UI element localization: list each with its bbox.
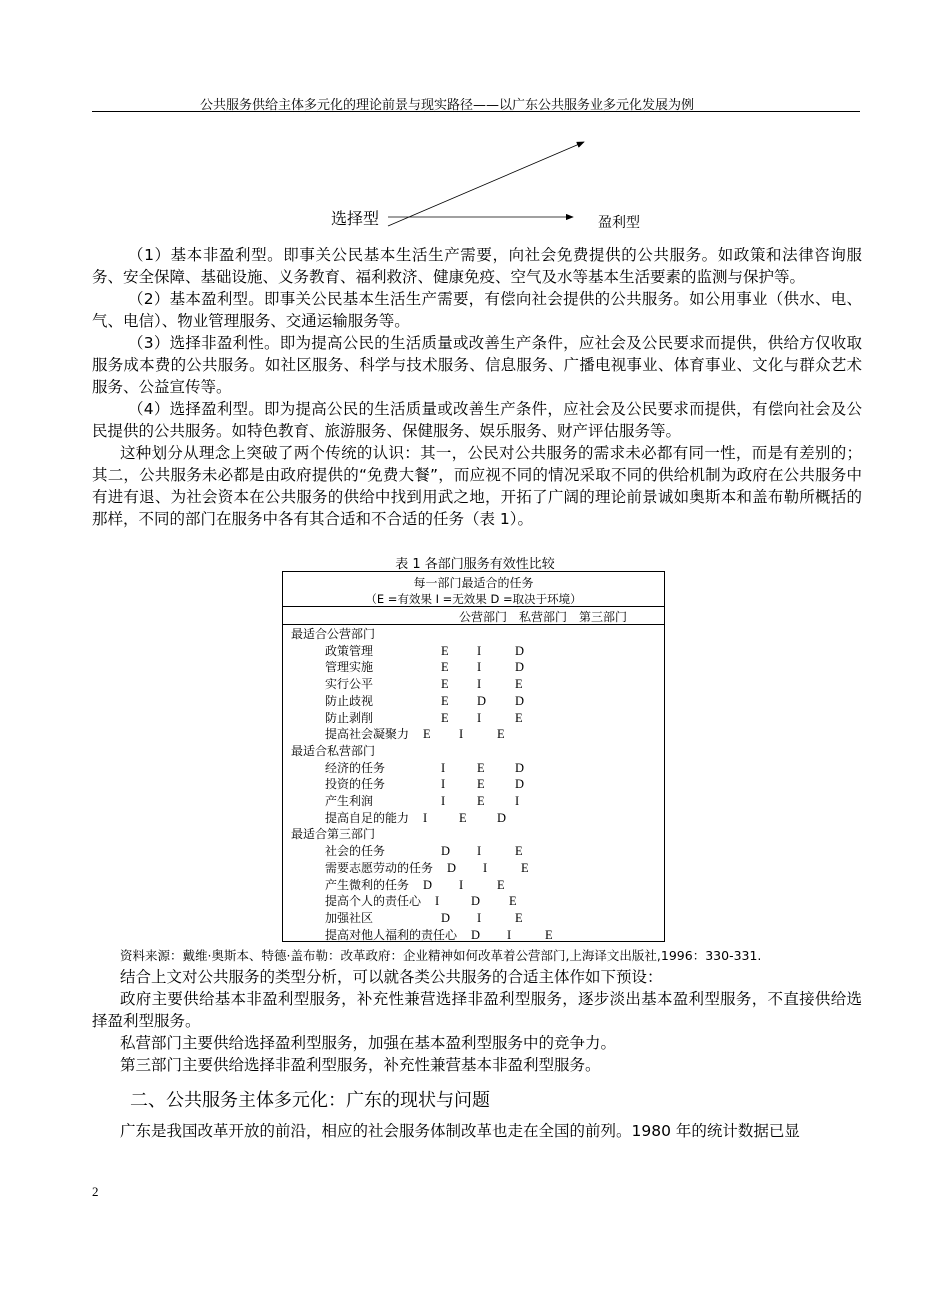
table-rating-cell: D [515,760,525,775]
running-header: 公共服务供给主体多元化的理论前景与现实路径——以广东公共服务业多元化发展为例 [200,98,695,113]
table-rating-cell: I [477,710,482,725]
paragraph-selective-nonprofit: （3）选择非盈利性。即为提高公民的生活质量或改善生产条件，应社会及公民要求而提供，供给方仅收取服务成本费的公共服务。如社区服务、科学与技术服务、信息服务、广播电视事业、体育事业、文化与群众艺术服务、公益宣传等。 [92,334,862,396]
table-rating-cell: I [423,810,428,825]
table-rating-cell: E [515,677,523,692]
diagram-left-label: 选择型 [331,209,380,228]
paragraph-basic-profit: （2）基本盈利型。即事关公民基本生活生产需要，有偿向社会提供的公共服务。如公用事业（供水、电、气、电信）、物业管理服务、交通运输服务等。 [92,290,862,330]
table-task-label: 政策管理 [325,643,374,658]
section-heading: 二、公共服务主体多元化：广东的现状与问题 [130,1090,490,1111]
table-task-label: 提高自足的能力 [325,810,410,825]
table-rating-cell: E [477,760,485,775]
table-rating-cell: D [497,810,507,825]
table-rating-cell: I [507,927,512,942]
table-rating-cell: E [441,660,449,675]
table-header-legend: （E =有效果 I =无效果 D =取决于环境） [365,592,582,606]
table-rating-cell: I [515,794,520,808]
table-task-label: 防止歧视 [325,693,374,708]
table-title: 表 1 各部门服务有效性比较 [395,557,555,572]
table-rating-cell: E [515,910,523,925]
table-rating-cell: E [477,777,485,792]
paragraph-selective-profit: （4）选择盈利型。即为提高公民的生活质量或改善生产条件，应社会及公民要求而提供，有偿向社会及公民提供的公共服务。如特色教育、旅游服务、保健服务、娱乐服务、财产评估服务等。 [92,400,862,440]
table-task-label: 投资的任务 [325,777,386,792]
table-task-label: 产生利润 [325,794,374,808]
column-header-public: 公营部门 [459,610,508,624]
table-group-label: 最适合第三部门 [291,827,376,842]
paragraph-basic-nonprofit: （1）基本非盈利型。即事关公民基本生活生产需要，向社会免费提供的公共服务。如政策和法律咨询服务、安全保障、基础设施、义务教育、福利救济、健康免疫、空气及水等基本生活要素的监测与保护等。 [92,246,862,286]
table-task-label: 防止剥削 [325,710,374,725]
table-rating-cell: E [497,877,505,892]
page-number: 2 [92,1184,99,1199]
table-column-headers [459,608,639,625]
table-rating-cell: I [441,777,446,792]
paragraph-third-sector-role: 第三部门主要供给选择非盈利型服务，补充性兼营基本非盈利型服务。 [120,1056,601,1074]
diagram-right-label: 盈利型 [598,215,640,231]
table-task-label: 产生微利的任务 [325,877,410,892]
table-rating-cell: E [521,860,529,875]
paragraph-government-role: 政府主要供给基本非盈利型服务，补充性兼营选择非盈利型服务，逐步淡出基本盈利型服务，不直接供给选择盈利型服务。 [92,990,862,1030]
table-rating-cell: D [477,693,487,708]
table-column-rule [283,624,664,625]
table-task-label: 需要志愿劳动的任务 [325,860,434,875]
table-rating-cell: E [441,643,449,658]
table-rating-cell: I [483,860,488,875]
table-rating-cell: I [477,844,482,859]
paragraph-presumption-intro: 结合上文对公共服务的类型分析，可以就各类公共服务的合适主体作如下预设： [120,968,663,986]
table-rating-cell: D [441,910,451,925]
table-rating-cell: D [441,844,451,859]
table-rating-cell: I [477,910,482,925]
table-rating-cell: E [477,794,485,808]
table-rating-cell: E [515,844,523,859]
table-rating-cell: I [477,677,482,692]
table-rating-cell: E [441,693,449,708]
table-rating-cell: D [471,927,481,942]
table-task-label: 管理实施 [325,660,374,675]
paragraph-private-role: 私营部门主要供给选择盈利型服务，加强在基本盈利型服务中的竞争力。 [120,1034,617,1052]
table-header-rule [283,606,664,607]
table-rating-cell: I [459,877,464,892]
table-rating-cell: I [477,643,482,658]
sector-effectiveness-table [282,571,665,942]
body-paragraphs-bottom [92,966,862,1076]
table-task-label: 提高社会凝聚力 [325,727,410,742]
table-rating-cell: I [435,894,440,909]
table-task-label: 提高对他人福利的责任心 [325,927,458,942]
table-rating-cell: D [515,643,525,658]
table-header-title: 每一部门最适合的任务 [413,576,534,590]
table-rating-cell: I [477,660,482,675]
paragraph-classification-significance: 这种划分从理念上突破了两个传统的认识：其一，公民对公共服务的需求未必都有同一性，而是有差别的；其二，公共服务未必都是由政府提供的“免费大餐”，而应视不同的情况采取不同的供给机制为政府在公共服务中有进有退、为社会资本在公共服务的供给中找到用武之地，开拓了广阔的理论前景诚如奥斯本和盖布勒所概括的那样，不同的部门在服务中各有其合适和不合适的任务（表 1）。 [92,444,862,528]
table-rating-cell: D [515,777,525,792]
table-rating-cell: I [441,760,446,775]
table-task-label: 实行公平 [325,677,374,692]
table-group-label: 最适合私营部门 [291,743,376,758]
table-rating-cell: E [497,727,505,742]
source-note: 资料来源：戴维·奥斯本、特德·盖布勒：改革政府：企业精神如何改革着公营部门,上海译文出版社,1996：330-331. [120,948,762,963]
table-rating-cell: E [515,710,523,725]
table-rating-cell: E [459,810,467,825]
column-header-private: 私营部门 [519,610,568,624]
table-rating-cell: D [423,877,433,892]
paragraph-guangdong-intro: 广东是我国改革开放的前沿，相应的社会服务体制改革也走在全国的前列。1980 年的统计数据已显 [120,1122,800,1140]
typology-diagram [0,0,950,260]
table-group-label: 最适合公营部门 [291,627,376,641]
table-rating-cell: D [447,860,457,875]
diagonal-arrow [388,142,584,226]
table-task-label: 提高个人的责任心 [325,894,422,909]
table-rating-cell: D [515,660,525,675]
table-task-label: 加强社区 [325,910,374,925]
table-rating-cell: E [441,677,449,692]
column-header-third: 第三部门 [579,610,628,624]
table-rating-cell: D [471,894,481,909]
table-rating-cell: E [423,727,431,742]
table-rating-cell: I [441,794,446,808]
table-rating-cell: D [515,693,525,708]
body-paragraph-guangdong [92,1120,862,1142]
table-rating-cell: E [441,710,449,725]
body-paragraphs-top [92,244,862,530]
table-task-label: 经济的任务 [325,760,386,775]
table-task-label: 社会的任务 [325,844,386,859]
table-rating-cell: I [459,727,464,742]
table-rating-cell: E [545,927,553,942]
table-rating-cell: E [509,894,517,909]
